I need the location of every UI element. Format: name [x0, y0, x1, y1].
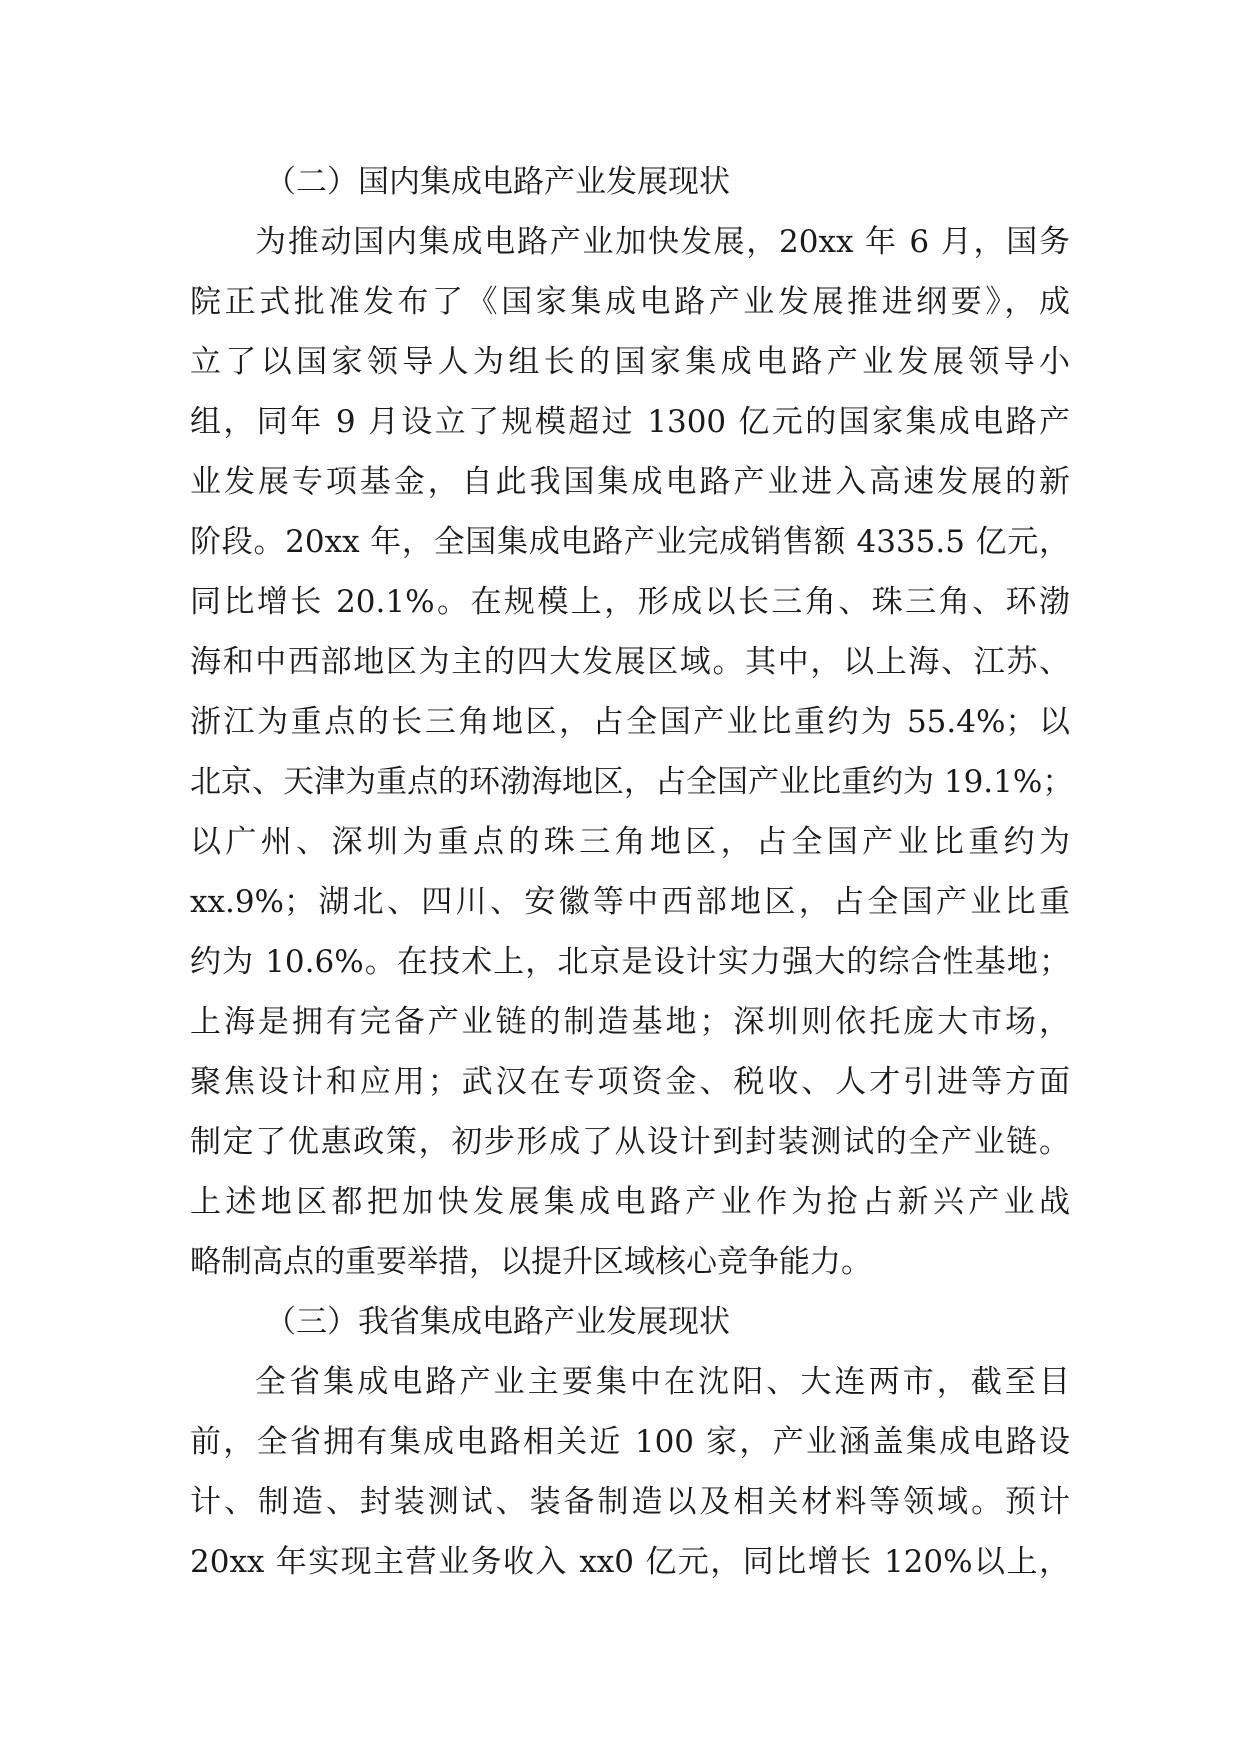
- document-body: [190, 152, 1074, 1592]
- section-heading-3: （三）我省集成电路产业发展现状: [265, 1304, 730, 1340]
- paragraph-line: 计、制造、封装测试、装备制造以及相关材料等领域。预计: [190, 1484, 1070, 1520]
- paragraph-line: 聚焦设计和应用；武汉在专项资金、税收、人才引进等方面: [190, 1064, 1070, 1100]
- paragraph-line: 约为 10.6%。在技术上，北京是设计实力强大的综合性基地；: [190, 944, 1070, 980]
- paragraph-line: 上海是拥有完备产业链的制造基地；深圳则依托庞大市场，: [190, 1004, 1070, 1040]
- section-2-paragraph: [190, 212, 1074, 1292]
- paragraph-line: 为推动国内集成电路产业加快发展，20xx 年 6 月，国务: [255, 224, 1070, 260]
- paragraph-line: xx.9%；湖北、四川、安徽等中西部地区，占全国产业比重: [190, 884, 1070, 920]
- paragraph-line: 以广州、深圳为重点的珠三角地区，占全国产业比重约为: [190, 824, 1070, 860]
- paragraph-line: 院正式批准发布了《国家集成电路产业发展推进纲要》，成: [190, 284, 1070, 320]
- paragraph-line: 略制高点的重要举措，以提升区域核心竞争能力。: [190, 1244, 872, 1280]
- paragraph-line: 组，同年 9 月设立了规模超过 1300 亿元的国家集成电路产: [190, 404, 1070, 440]
- paragraph-line: 阶段。20xx 年，全国集成电路产业完成销售额 4335.5 亿元，: [190, 524, 1070, 560]
- paragraph-line: 同比增长 20.1%。在规模上，形成以长三角、珠三角、环渤: [190, 584, 1070, 620]
- paragraph-line: 上述地区都把加快发展集成电路产业作为抢占新兴产业战: [190, 1184, 1070, 1220]
- paragraph-line: 前，全省拥有集成电路相关近 100 家，产业涵盖集成电路设: [190, 1424, 1070, 1460]
- paragraph-line: 北京、天津为重点的环渤海地区，占全国产业比重约为 19.1%；: [190, 764, 1074, 800]
- paragraph-line: 全省集成电路产业主要集中在沈阳、大连两市，截至目: [255, 1364, 1070, 1400]
- section-3-paragraph: [190, 1352, 1070, 1592]
- paragraph-line: 立了以国家领导人为组长的国家集成电路产业发展领导小: [190, 344, 1070, 380]
- paragraph-line: 海和中西部地区为主的四大发展区域。其中，以上海、江苏、: [190, 644, 1070, 680]
- paragraph-line: 业发展专项基金，自此我国集成电路产业进入高速发展的新: [190, 464, 1070, 500]
- section-heading-2: （二）国内集成电路产业发展现状: [265, 164, 730, 200]
- paragraph-line: 浙江为重点的长三角地区，占全国产业比重约为 55.4%；以: [190, 704, 1070, 740]
- paragraph-line: 制定了优惠政策，初步形成了从设计到封装测试的全产业链。: [190, 1124, 1070, 1160]
- paragraph-line: 20xx 年实现主营业务收入 xx0 亿元，同比增长 120%以上，: [190, 1544, 1070, 1580]
